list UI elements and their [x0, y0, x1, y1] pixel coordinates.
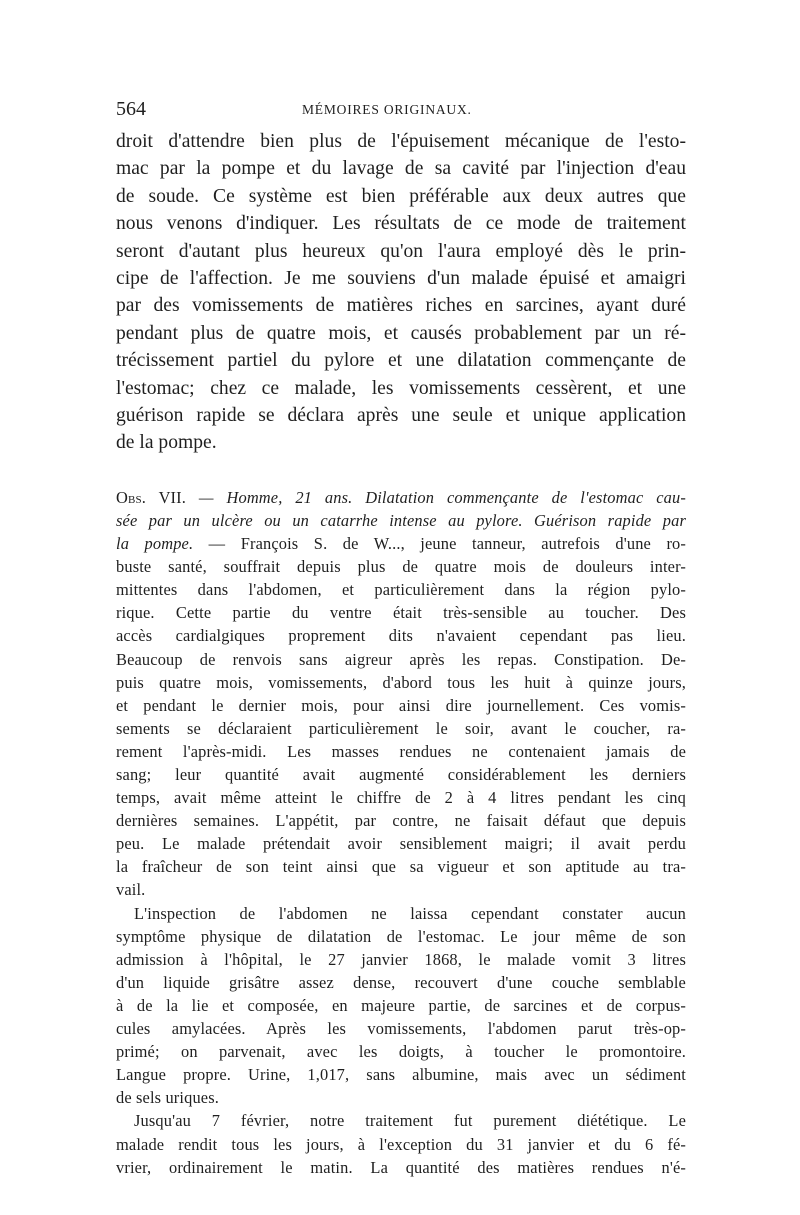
observation-label: Obs. VII. — [116, 487, 187, 507]
text-line: à de la lie et composée, en majeure partie, de sarcines et de corpus- — [116, 995, 686, 1015]
text-line: sang; leur quantité avait augmenté considérablement les derniers — [116, 765, 686, 784]
text-line: guérison rapide se déclara après une seule et unique application — [116, 405, 686, 427]
text-line: vail. — [116, 880, 146, 900]
paragraph-treatment — [116, 1109, 686, 1178]
text-line: peu. Le malade prétendait avoir sensiblement maigri; il avait perdu — [116, 834, 686, 854]
text-line: seront d'autant plus heureux qu'on l'aura employé dès le prin- — [116, 240, 686, 262]
text-line: l'estomac; chez ce malade, les vomissements cessèrent, et une — [116, 377, 686, 399]
text-line: Jusqu'au 7 février, notre traitement fut purement diététique. Le — [134, 1111, 686, 1131]
observation-title-line: la pompe. — François S. de W..., jeune tanneur, autrefois d'une ro- — [116, 534, 686, 554]
text-line: vrier, ordinairement le matin. La quantité des matières rendues n'é- — [116, 1157, 686, 1177]
text-line: temps, avait même atteint le chiffre de 2 à 4 litres pendant les cinq — [116, 788, 686, 808]
text-line: Langue propre. Urine, 1,017, sans albumine, mais avec un sédiment — [116, 1065, 686, 1085]
text-line: accès cardialgiques proprement dits n'avaient cependant pas lieu. — [116, 626, 686, 646]
text-line: rement l'après-midi. Les masses rendues ne contenaient jamais de — [116, 741, 686, 761]
text-line: sements se déclaraient particulièrement le soir, avant le coucher, ra- — [116, 718, 686, 738]
page-number: 564 — [116, 98, 146, 120]
text-line: la fraîcheur de son teint ainsi que sa vigueur et son aptitude au tra- — [116, 857, 686, 877]
text-line: et pendant le dernier mois, pour ainsi dire journellement. Ces vomis- — [116, 695, 686, 715]
observation-title-line: sée par un ulcère ou un catarrhe intense au pylore. Guérison rapide par — [116, 510, 686, 530]
text-line: Beaucoup de renvois sans aigreur après les repas. Constipation. De- — [116, 649, 686, 669]
text-line: cules amylacées. Après les vomissements, l'abdomen parut très-op- — [116, 1019, 686, 1039]
text-line: dernières semaines. L'appétit, par contre, ne faisait défaut que depuis — [116, 811, 686, 831]
text-line: nous venons d'indiquer. Les résultats de ce mode de traitement — [116, 213, 686, 235]
text-line: symptôme physique de dilatation de l'estomac. Le jour même de son — [116, 926, 686, 946]
text-line: cipe de l'affection. Je me souviens d'un malade épuisé et amaigri — [116, 268, 686, 290]
text-line: de sels uriques. — [116, 1088, 220, 1108]
text-line: malade rendit tous les jours, à l'exception du 31 janvier et du 6 fé- — [116, 1134, 686, 1154]
observation-title-text: — Homme, 21 ans. Dilatation commençante de l'estomac cau- — [186, 487, 686, 507]
text-line: mac par la pompe et du lavage de sa cavité par l'injection d'eau — [116, 158, 686, 180]
text-line: mittentes dans l'abdomen, et particulièrement dans la région pylo- — [116, 580, 686, 600]
text-line: d'un liquide grisâtre assez dense, recouvert d'une couche semblable — [116, 972, 686, 992]
text-line: primé; on parvenait, avec les doigts, à toucher le promontoire. — [116, 1042, 686, 1062]
paragraph-inspection — [116, 902, 686, 1110]
running-title: MÉMOIRES ORIGINAUX. — [302, 102, 472, 117]
text-line: admission à l'hôpital, le 27 janvier 1868, le malade vomit 3 litres — [116, 949, 686, 969]
observation-title-line — [116, 486, 686, 509]
text-line: par des vomissements de matières riches en sarcines, ayant duré — [116, 295, 686, 317]
text-line: rique. Cette partie du ventre était très-sensible au toucher. Des — [116, 603, 686, 623]
text-line: de soude. Ce système est bien préférable aux deux autres que — [116, 185, 686, 207]
text-line: de la pompe. — [116, 432, 217, 454]
page-header — [116, 96, 686, 126]
text-line: droit d'attendre bien plus de l'épuisement mécanique de l'esto- — [116, 131, 686, 152]
text-line: pendant plus de quatre mois, et causés probablement par un ré- — [116, 322, 686, 344]
text-line: L'inspection de l'abdomen ne laissa cependant constater aucun — [134, 903, 686, 923]
text-line: trécissement partiel du pylore et une dilatation commençante de — [116, 350, 686, 372]
text-line: puis quatre mois, vomissements, d'abord tous les huit à quinze jours, — [116, 672, 686, 692]
document-page — [116, 96, 686, 1179]
observation-vii — [116, 486, 686, 902]
text-line: buste santé, souffrait depuis plus de quatre mois de douleurs inter- — [116, 557, 686, 577]
paragraph-intro — [116, 128, 686, 457]
